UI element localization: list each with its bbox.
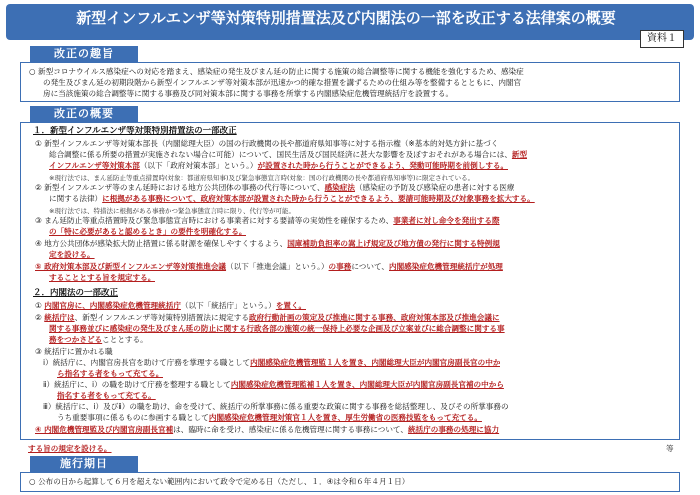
item3-line1: ③ まん延防止等重点措置時及び緊急事態宣言時における事業者に対する要請等の実効性を確保するため、事業者に対し命令を発出する際 xyxy=(35,216,500,225)
item8-i2b: 指名する者をもって充てる。 xyxy=(57,391,156,400)
item8-i1: ⅰ）統括庁に、内閣官房長官を助けて庁務を掌理する職として内閣感染症危機管理監１人を置き、内閣総理大臣が内閣官房副長官の中か xyxy=(43,358,501,367)
item7-line2: 関する事務並びに感染症の発生及びまん延の防止に関する行政各部の施策の統一保持上必要な企画及び立案並びに総合調整に関する事 xyxy=(49,324,505,333)
item5-line2: することとする旨を規定する。 xyxy=(49,273,156,282)
item8-i1b: ら指名する者をもって充てる。 xyxy=(57,369,164,378)
item9-line2: する旨の規定を設ける。 xyxy=(28,444,112,453)
note1: ※現行法では、まん延防止等重点措置時(対象：都道府県知事)及び緊急事態宣言時(対象：国の行政機関の長や都道府県知事等)に限定されている。 xyxy=(49,174,475,182)
title-banner xyxy=(6,4,694,44)
part2-title: ２．内閣法の一部改正 xyxy=(33,288,119,298)
page-title: 新型インフルエンザ等対策特別措置法及び内閣法の一部を改正する法律案の概要 xyxy=(76,9,616,27)
effective-heading: 施行期日 xyxy=(30,456,138,472)
purpose-heading: 改正の趣旨 xyxy=(30,46,138,62)
item9-etc: 等 xyxy=(666,444,674,453)
effective-box xyxy=(20,472,680,492)
item8-i3b: うち重要事項に係るものに参画する職として内閣感染症危機管理対策官１人を置き、厚生労働省の医務技監をもって充てる。 xyxy=(57,413,482,422)
item8-i2: ⅱ）統括庁に、ⅰ）の職を助けて庁務を整理する職として内閣感染症危機管理監補１人を置き、内閣総理大臣が内閣官房副長官補の中から xyxy=(43,380,504,389)
item4-line2: 定を設ける。 xyxy=(49,250,95,259)
purpose-box xyxy=(20,62,680,102)
item3-line2: の「特に必要があると認めるとき」の要件を明確化する。 xyxy=(49,227,247,236)
item4-line1: ④ 地方公共団体が感染拡大防止措置に係る財源を確保しやすくするよう、国庫補助負担率の嵩上げ規定及び地方債の発行に関する特例規 xyxy=(35,239,500,248)
item2-line1: ② 新型インフルエンザ等のまん延時における地方公共団体の事務の代行等について、感染症法（感染症の予防及び感染症の患者に対する医療 xyxy=(35,183,515,192)
item1-line1: ① 新型インフルエンザ等対策本部長（内閣総理大臣）の国の行政機関の長や都道府県知事等に対する指示権（※基本的対処方針に基づく xyxy=(35,139,499,148)
effective-line: ○ 公布の日から起算して６月を超えない範囲内において政令で定める日（ただし、１．④は令和６年４月１日） xyxy=(29,477,410,486)
purpose-line-1: ○ 新型コロナウイルス感染症への対応を踏まえ、感染症の発生及びまん延の防止に関する施策の総合調整等に関する機能を強化するため、感染症 xyxy=(29,67,524,76)
purpose-line-3: 房に当該施策の総合調整等に関する事務及び同対策本部に関する事務を所掌する内閣感染症危機管理統括庁を設置する。 xyxy=(43,89,454,98)
item6-line1: ① 内閣官房に、内閣感染症危機管理統括庁（以下「統括庁」という。）を置く。 xyxy=(35,301,307,310)
purpose-line-2: の発生及びまん延の初期段階から新型インフルエンザ等対策本部が迅速かつ的確な措置を講ずるための仕組み等を整備するとともに、内閣官 xyxy=(43,78,522,87)
item7-line3: 務をつかさどることとする。 xyxy=(49,335,148,344)
item8-i3: ⅲ）統括庁に、ⅰ）及びⅱ）の職を助け、命を受けて、統括庁の所掌事務に係る重要な政策に関する事務を総括整理し、及びその所掌事務の xyxy=(43,402,509,411)
summary-box xyxy=(20,122,680,440)
item1-line3: インフルエンザ等対策本部（以下「政府対策本部」という。）が設置された時から行うことができるよう、発動可能時期を前倒しする。 xyxy=(49,161,509,170)
item5-line1: ⑤ 政府対策本部及び新型インフルエンザ等対策推進会議（以下「推進会議」という。）の事務について、内閣感染症危機管理統括庁が処理 xyxy=(35,262,503,271)
summary-heading: 改正の概要 xyxy=(30,106,138,122)
item1-line2: 総合調整に係る所要の措置が実施されない場合に可能）について、国民生活及び国民経済に甚大な影響を及ぼすおそれがある場合には、新型 xyxy=(49,150,528,159)
item7-line1: ② 統括庁は、新型インフルエンザ等対策特別措置法に規定する政府行動計画の策定及び推進に関する事務、政府対策本部及び推進会議に xyxy=(35,313,500,322)
item9-line1: ④ 内閣危機管理監及び内閣官房副長官補は、臨時に命を受け、感染症に係る危機管理に関する事務について、統括庁の事務の処理に協力 xyxy=(35,425,500,434)
item2-line2: に関する法律）に根拠がある事務について、政府対策本部が設置された時から行うことができるよう、要請可能時期及び対象事務を拡大する。 xyxy=(49,194,535,203)
item8-line1: ③ 統括庁に置かれる職 xyxy=(35,347,113,356)
note2: ※現行法では、特措法に根拠がある事務かつ緊急事態宣言時に限り、代行等が可能。 xyxy=(49,207,295,215)
part1-title: １．新型インフルエンザ等対策特別措置法の一部改正 xyxy=(33,126,237,136)
document-label: 資料１ xyxy=(640,30,684,48)
